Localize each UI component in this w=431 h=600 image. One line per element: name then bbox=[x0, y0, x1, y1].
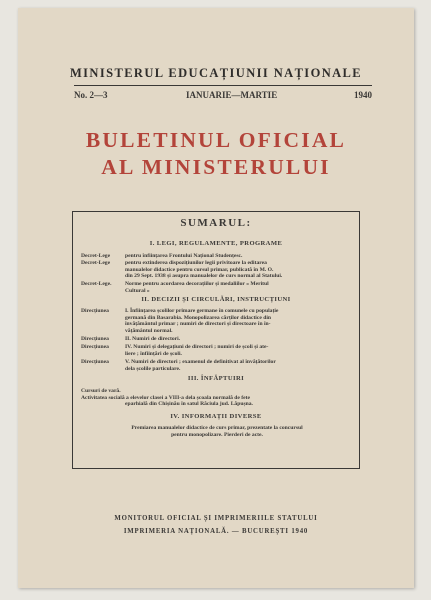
entry-label: Decret-Lege. bbox=[81, 281, 112, 287]
entry-line: pentru extinderea dispozițiunilor legii privitoare la editarea bbox=[125, 260, 267, 266]
section-title: I. LEGI, REGULAMENTE, PROGRAME bbox=[149, 240, 283, 247]
entry-line: V. Numiri de directori ; examenul de definitivat al învățătorilor bbox=[125, 359, 276, 365]
issue-number: No. 2—3 bbox=[74, 90, 108, 100]
entry-line: Cultural » bbox=[125, 287, 150, 294]
entry-line: liere ; înființări de școli. bbox=[125, 350, 182, 357]
ministry-name: MINISTERUL EDUCAȚIUNII NAȚIONALE bbox=[69, 66, 363, 80]
booklet-cover bbox=[18, 8, 414, 588]
entry-line: vățământul normal. bbox=[125, 327, 173, 334]
issue-year: 1940 bbox=[354, 90, 372, 100]
entry-label: Direcțiunea bbox=[81, 359, 109, 365]
publisher-line-1: MONITORUL OFICIAL ȘI IMPRIMERIILE STATULUI bbox=[114, 515, 318, 522]
body-line: eparhială din Chișinău în satul Răciula jud. Lăpușna. bbox=[125, 401, 253, 408]
entry-line: germană din Basarabia. Monopolizarea cărților didactice din bbox=[125, 314, 272, 321]
section-body bbox=[81, 388, 353, 408]
entry-label: Decret-Lege bbox=[81, 260, 111, 266]
issue-period: IANUARIE—MARTIE bbox=[186, 90, 278, 100]
entry-text bbox=[125, 260, 353, 280]
title-line-1: BULETINUL OFICIAL bbox=[85, 128, 347, 152]
section-body bbox=[81, 425, 353, 438]
entry-text bbox=[125, 308, 353, 334]
summary-heading: SUMARUL: bbox=[180, 217, 252, 229]
entry-line: I. Înființarea școlilor primare germane în comunele cu populație bbox=[125, 308, 279, 314]
body-line: Cursuri de vară. bbox=[81, 388, 121, 394]
summary-box bbox=[72, 211, 360, 469]
entry-line: dela școlile particulare. bbox=[125, 365, 181, 372]
body-line: Activitatea socială a elevelor clasei a VIII-a dela școala normală de fete bbox=[81, 394, 250, 401]
title-line-2: AL MINISTERULUI bbox=[101, 155, 331, 179]
entry-text bbox=[125, 281, 353, 294]
body-line: pentru monopolizare. Pierderi de acte. bbox=[171, 431, 263, 438]
entry-label: Direcțiunea bbox=[81, 344, 109, 350]
entry-label: Direcțiunea bbox=[81, 308, 109, 314]
issue-row bbox=[74, 90, 372, 104]
section-title: III. ÎNFĂPTUIRI bbox=[187, 375, 245, 382]
entry-line: manualelor didactice pentru cursul primar, publicată în M. O. bbox=[125, 266, 274, 273]
section-title: II. DECIZII ȘI CIRCULĂRI, INSTRUCȚIUNI bbox=[141, 296, 291, 303]
body-line: Premiarea manualelor didactice de curs primar, prezentate la concursul bbox=[131, 425, 303, 431]
header-rule bbox=[74, 85, 372, 86]
entry-text: II. Numiri de directori. bbox=[125, 336, 181, 342]
entry-text bbox=[125, 359, 353, 372]
entry-line: Norme pentru acordarea decorațiilor și medaliilor « Meritul bbox=[125, 281, 269, 287]
entry-text bbox=[125, 344, 353, 357]
section-title: IV. INFORMAȚII DIVERSE bbox=[170, 413, 262, 420]
publisher-line-2: IMPRIMERIA NAȚIONALĂ. — BUCUREȘTI 1940 bbox=[123, 528, 309, 535]
entry-label: Direcțiunea bbox=[81, 336, 109, 342]
entry-text: pentru înființarea Frontului Național Studențesc. bbox=[125, 253, 243, 259]
entry-line: din 29 Sept. 1938 și asupra manualelor de curs normal al Statului. bbox=[125, 273, 283, 280]
entry-label: Decret-Lege bbox=[81, 253, 111, 259]
entry-line: învățământul primar ; numiri de directori și directoare în în- bbox=[125, 321, 271, 328]
entry-line: IV. Numiri și delegațiuni de directori ; numiri de școli și ate- bbox=[125, 344, 269, 350]
